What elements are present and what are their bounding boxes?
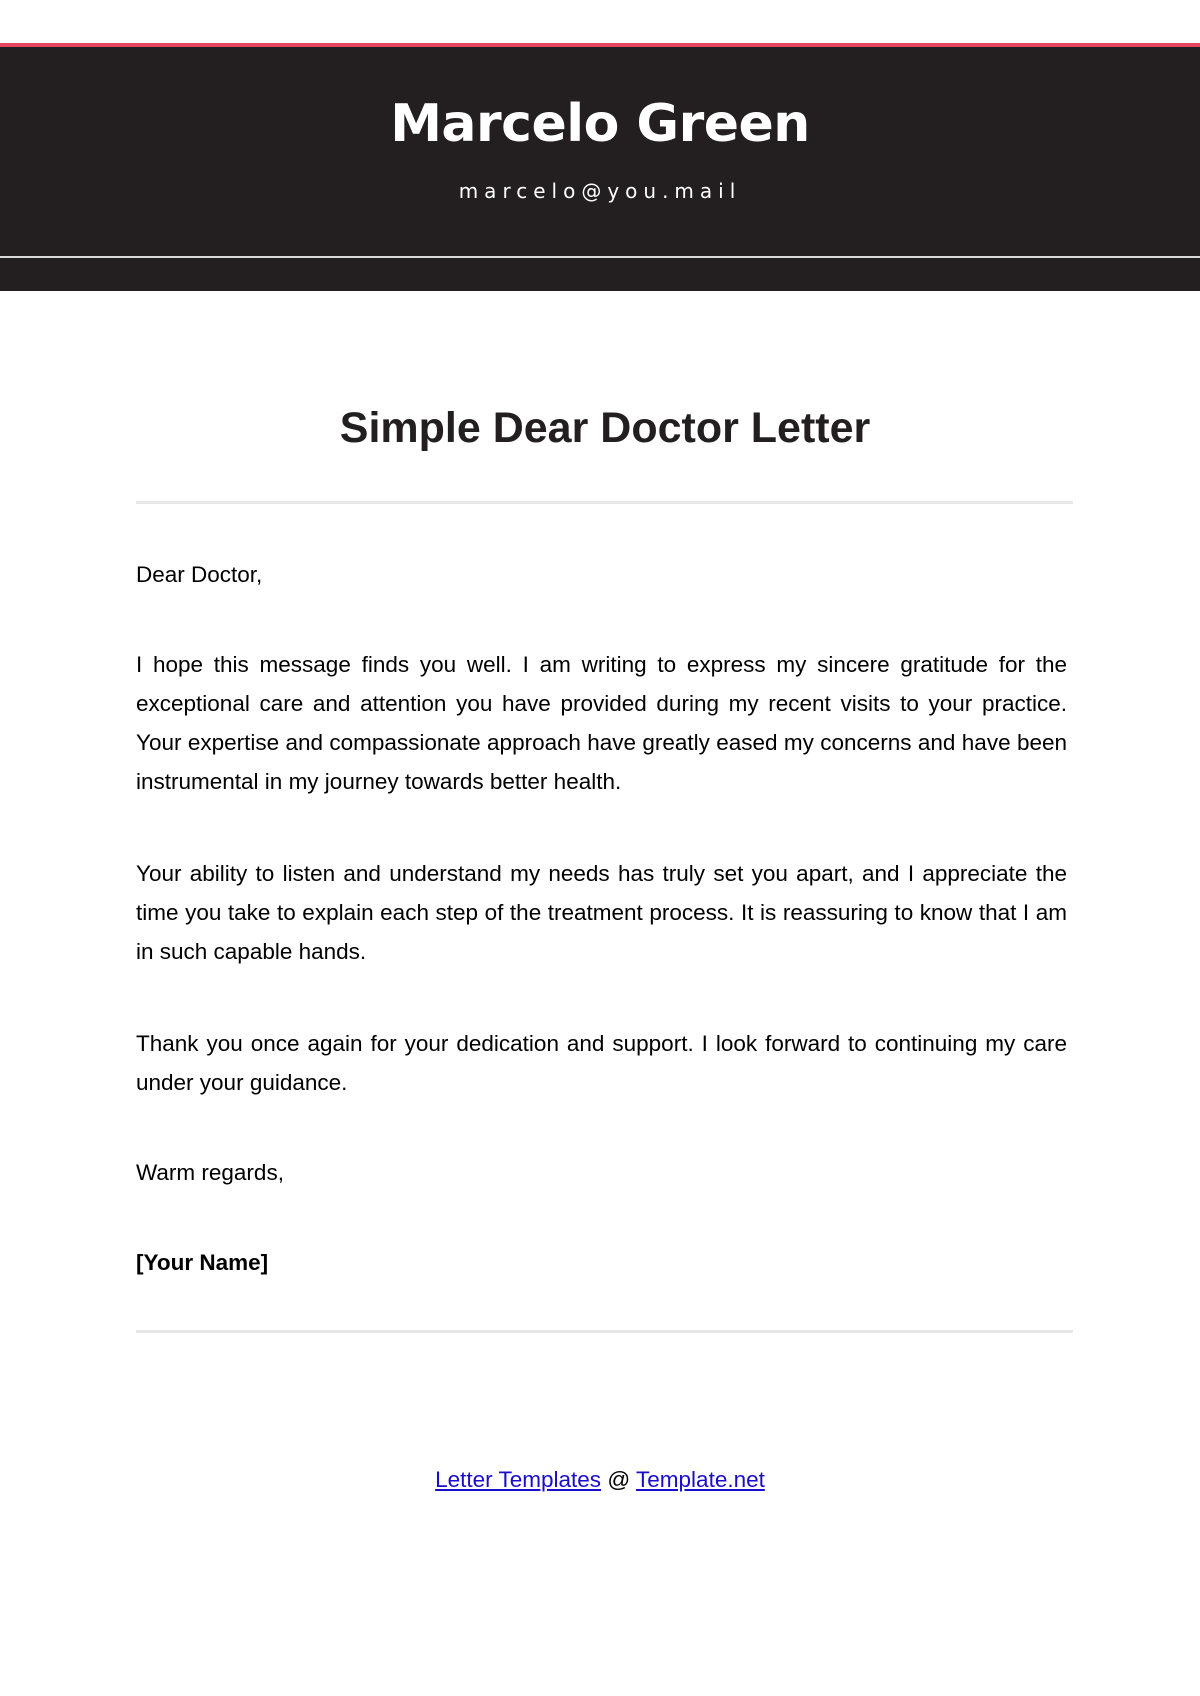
header-band bbox=[0, 47, 1200, 291]
bottom-divider bbox=[136, 1330, 1073, 1333]
sender-email: marcelo@you.mail bbox=[458, 179, 742, 203]
footer-separator: @ bbox=[607, 1467, 631, 1492]
top-divider bbox=[136, 501, 1073, 504]
sender-name: Marcelo Green bbox=[390, 94, 810, 154]
signature: [Your Name] bbox=[136, 1250, 269, 1275]
document-title: Simple Dear Doctor Letter bbox=[339, 404, 871, 452]
salutation: Dear Doctor, bbox=[136, 562, 263, 587]
body-paragraph-2: Your ability to listen and understand my needs has truly set you apart, and I appreciate the time you take to explain each step of the treatment process. It is reassuring to know that I am in such capable hands. bbox=[136, 861, 1067, 964]
body-paragraph-1: I hope this message finds you well. I am writing to express my sincere gratitude for the exceptional care and attention you have provided during my recent visits to your practice. Your expertise and compassionate approach have greatly eased my concerns and have been instrumental in my journey towards better health. bbox=[136, 652, 1067, 794]
header-divider bbox=[0, 256, 1200, 258]
body-paragraph-3: Thank you once again for your dedication and support. I look forward to continuing my care under your guidance. bbox=[136, 1031, 1067, 1095]
footer bbox=[0, 1462, 1200, 1498]
closing: Warm regards, bbox=[136, 1160, 284, 1185]
template-net-link[interactable]: Template.net bbox=[636, 1467, 765, 1492]
letter-templates-link[interactable]: Letter Templates bbox=[435, 1467, 602, 1492]
